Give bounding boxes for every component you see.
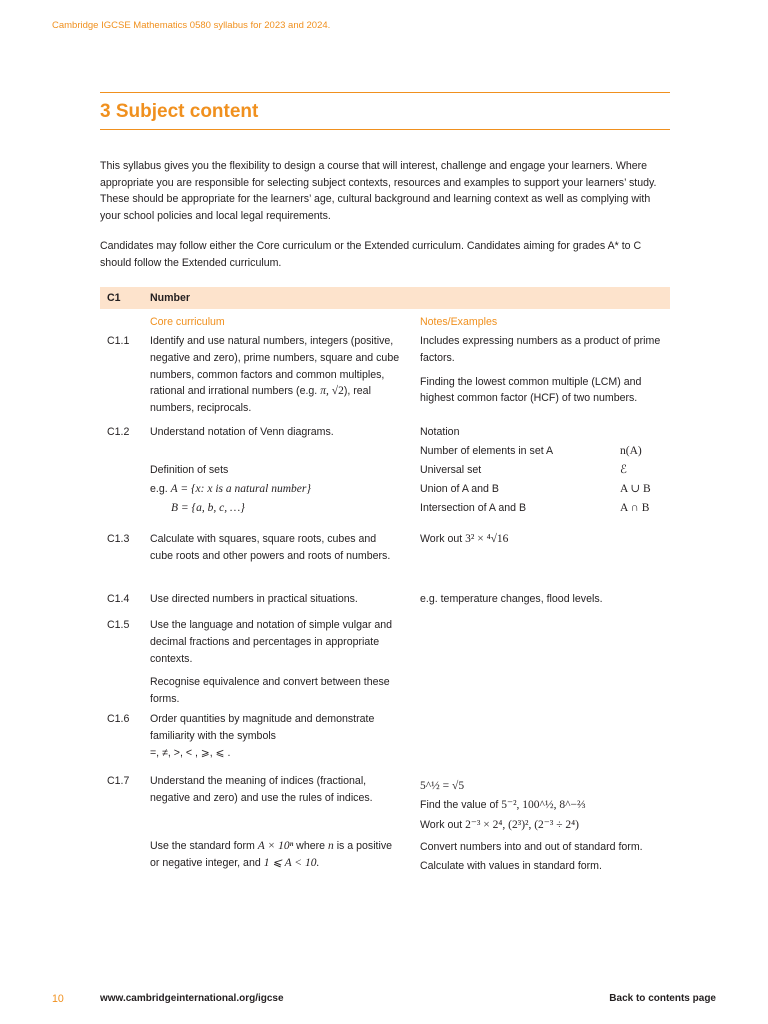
root-two: √2 <box>331 385 344 398</box>
column-header-notes: Notes/Examples <box>420 316 498 328</box>
topic-name: Number <box>150 292 191 304</box>
range-expression: 1 ⩽ A < 10. <box>263 856 320 869</box>
core-text: Use the language and notation of simple vulgar and decimal fractions and percentages in appropriate contexts. <box>150 619 393 665</box>
row-core <box>150 333 400 417</box>
inequality-symbols: =, ≠, >, < , ⩾, ⩽ . <box>150 746 231 759</box>
set-b: B = {a, b, c, …} <box>171 502 245 514</box>
core-text: Understand notation of Venn diagrams. <box>150 426 334 438</box>
notes-line: Convert numbers into and out of standard form. <box>420 841 643 853</box>
row-code: C1.5 <box>107 619 130 631</box>
core-text: Understand the meaning of indices (fractional, negative and zero) and use the rules of indices. <box>150 775 373 804</box>
intro-paragraph-2: Candidates may follow either the Core curriculum or the Extended curriculum. Candidates aiming for grades A* to C should follow the Extended curriculum. <box>100 240 642 269</box>
eg-prefix: e.g. <box>150 483 168 495</box>
variable-n: n <box>327 840 334 852</box>
row-notes: e.g. temperature changes, flood levels. <box>420 593 603 605</box>
row-core: Calculate with squares, square roots, cubes and cube roots and other powers and roots of numbers. <box>150 533 391 562</box>
row-code: C1.1 <box>107 335 130 347</box>
title-rule-bottom <box>100 129 670 130</box>
topic-code: C1 <box>107 292 121 304</box>
row-code: C1.3 <box>107 533 130 545</box>
notation-label: Intersection of A and B <box>420 502 527 514</box>
notation-row <box>420 481 670 500</box>
standard-form-expression: A × 10ⁿ <box>257 840 294 852</box>
row-core <box>150 773 400 872</box>
core-text: Recognise equivalence and convert between these forms. <box>150 676 390 706</box>
core-text: Identify and use natural numbers, integers (positive, negative and zero), prime numbers, square and cube numbers, common factors and common multiples, rational and irrational numbers (e.g. <box>150 335 400 398</box>
notation-row <box>420 443 670 462</box>
core-text-tail: ), real numbers, reciprocals. <box>150 385 371 415</box>
pi-symbol: π, <box>320 385 329 398</box>
row-code: C1.6 <box>107 713 130 725</box>
notes-line: Calculate with values in standard form. <box>420 860 602 872</box>
back-to-contents-link[interactable]: Back to contents page <box>609 993 716 1004</box>
notation-symbol: n(A) <box>620 445 642 457</box>
row-notes <box>420 773 670 875</box>
running-head: Cambridge IGCSE Mathematics 0580 syllabus for 2023 and 2024. <box>52 20 331 31</box>
notes-line: Finding the lowest common multiple (LCM) and highest common factor (HCF) of two numbers. <box>420 375 642 405</box>
notation-row <box>420 462 670 481</box>
row-core <box>150 617 400 715</box>
row-core <box>150 711 400 761</box>
column-header-core: Core curriculum <box>150 316 225 328</box>
core-text: where <box>296 840 326 852</box>
section-title: 3 Subject content <box>100 101 259 122</box>
row-notes <box>420 424 670 519</box>
core-text: Use the standard form <box>150 840 255 852</box>
intro-paragraph-1: This syllabus gives you the flexibility to design a course that will interest, challenge and engage your learners. Where appropriate you are responsible for selecting subject contexts, resources and examples to support your learners’ study. These should be appropriate for the learners’ age, cultural background and learning context as well as complying with your school policies and local legal requirements. <box>100 160 657 222</box>
notes-line: Includes expressing numbers as a product of prime factors. <box>420 335 661 364</box>
row-core: Use directed numbers in practical situations. <box>150 593 358 605</box>
core-text: is a positive or negative integer, and <box>150 840 393 869</box>
notation-symbol: A ∩ B <box>620 502 650 514</box>
notation-row <box>420 500 670 519</box>
notes-prefix: Find the value of <box>420 799 499 811</box>
notes-expression: 2⁻³ × 2⁴, (2³)², (2⁻³ ÷ 2⁴) <box>465 819 579 831</box>
row-core <box>150 424 400 519</box>
notes-prefix: Work out <box>420 819 463 831</box>
notes-expression: 5⁻², 100^½, 8^−⅔ <box>501 799 586 811</box>
standard-form-text <box>150 838 400 872</box>
title-rule-top <box>100 92 670 93</box>
notes-prefix: Work out <box>420 533 463 545</box>
notation-label: Universal set <box>420 464 482 476</box>
core-text: Definition of sets <box>150 464 229 476</box>
row-notes <box>420 531 670 548</box>
row-notes <box>420 333 670 414</box>
notation-symbol: A ∪ B <box>620 483 651 495</box>
page-number: 10 <box>52 993 64 1005</box>
notation-title: Notation <box>420 426 460 438</box>
notation-label: Number of elements in set A <box>420 445 554 457</box>
notes-expression: 3² × ⁴√16 <box>465 533 509 545</box>
notation-label: Union of A and B <box>420 483 499 495</box>
topic-band <box>100 287 670 309</box>
row-code: C1.4 <box>107 593 130 605</box>
core-text: Order quantities by magnitude and demonstrate familiarity with the symbols <box>150 713 375 742</box>
set-a: A = {x: x is a natural number} <box>170 483 311 495</box>
row-code: C1.7 <box>107 775 130 787</box>
footer-url-link[interactable]: www.cambridgeinternational.org/igcse <box>100 993 284 1004</box>
notation-symbol: ℰ <box>620 464 627 476</box>
row-code: C1.2 <box>107 426 130 438</box>
indices-example: 5^½ = √5 <box>420 780 465 792</box>
